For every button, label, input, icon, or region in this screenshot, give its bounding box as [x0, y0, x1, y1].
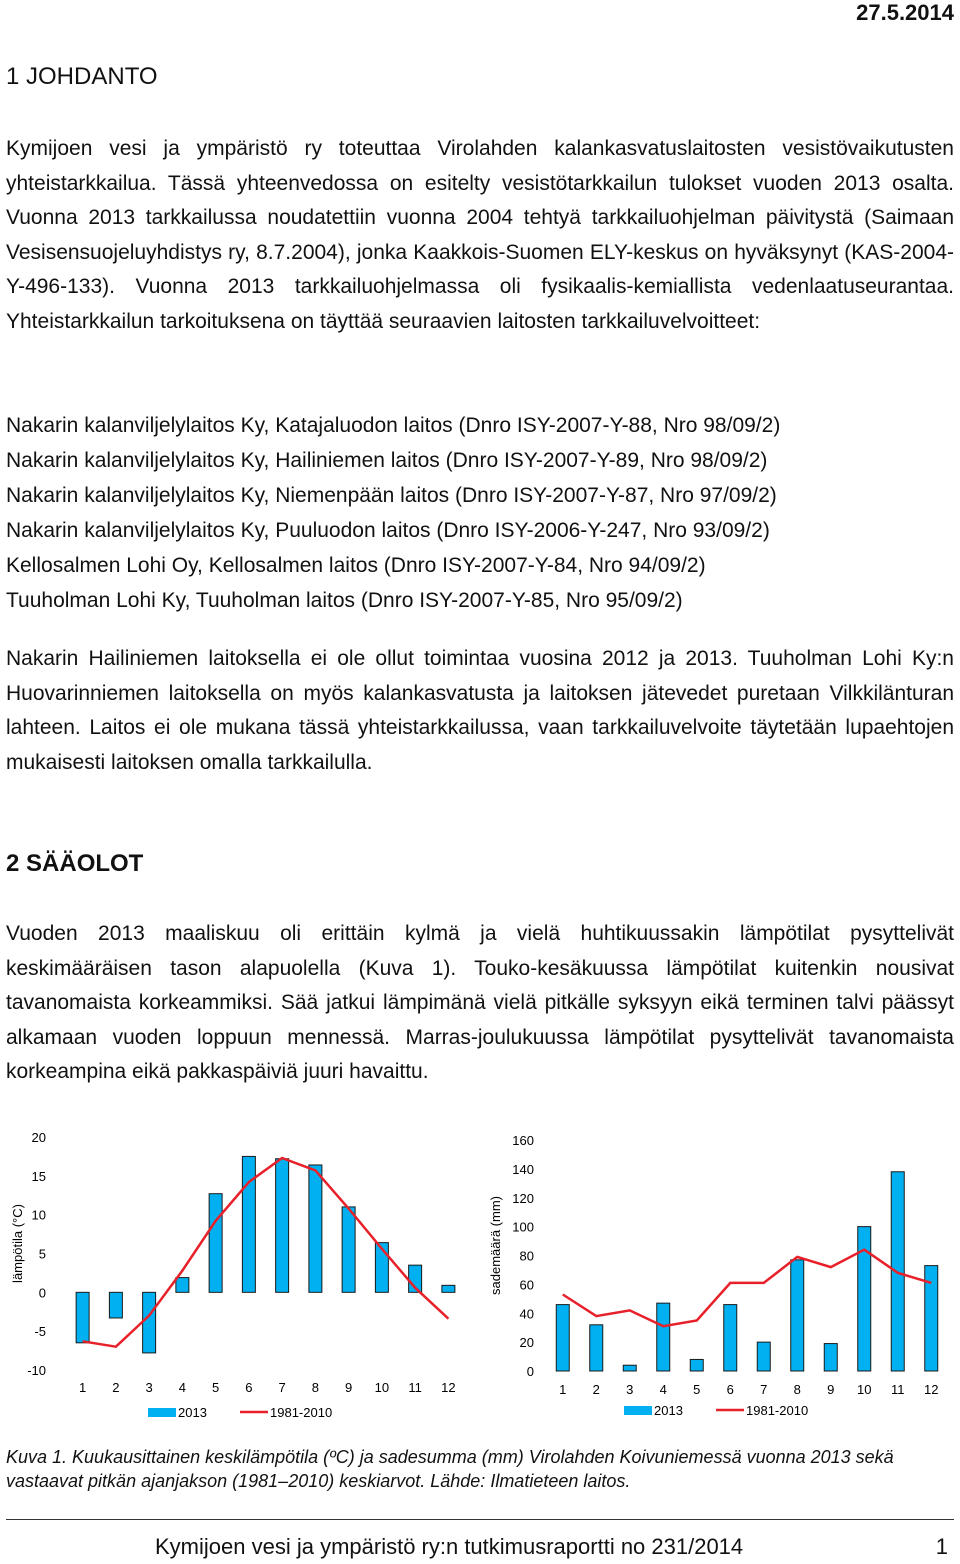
- y-tick-label: 5: [38, 1246, 46, 1262]
- x-tick-label: 12: [924, 1382, 939, 1397]
- y-tick-label: 100: [512, 1219, 534, 1235]
- x-tick-label: 6: [245, 1380, 253, 1395]
- bar: [176, 1278, 189, 1293]
- x-tick-label: 7: [760, 1382, 768, 1397]
- page-number: 1: [935, 1534, 948, 1559]
- y-axis-label: lämpötila (°C): [10, 1204, 25, 1283]
- y-tick-label: 0: [38, 1285, 46, 1301]
- y-tick-label: 10: [31, 1207, 46, 1223]
- x-tick-label: 11: [408, 1380, 422, 1395]
- y-tick-label: 60: [519, 1277, 534, 1293]
- weather-paragraph: Vuoden 2013 maaliskuu oli erittäin kylmä ja vielä huhtikuussakin lämpötilat pysyttelivät keskimääräisen tason alapuolella (Kuva 1). Touko-kesäkuussa lämpötilat kuitenkin nousivat tavanomaista korkeammiksi. Sää jatkui lämpimänä vielä pitkälle syksyyn eikä terminen talvi päässyt alkamaan vuoden loppuun mennessä. Marras-joulukuussa lämpötilat pysyttelivät tavanomaista korkeampina eikä pakkaspäiviä juuri havaittu.: [6, 922, 954, 1084]
- y-tick-label: 15: [31, 1168, 46, 1184]
- x-tick-label: 12: [441, 1380, 456, 1395]
- bar: [791, 1260, 804, 1371]
- bar: [690, 1359, 703, 1371]
- x-tick-label: 5: [212, 1380, 220, 1395]
- bar: [657, 1303, 670, 1371]
- y-tick-label: 0: [526, 1364, 534, 1379]
- report-date: 27.5.2014: [856, 0, 954, 25]
- x-tick-label: 1: [79, 1380, 87, 1395]
- y-tick-label: -10: [27, 1363, 46, 1378]
- bar: [556, 1305, 569, 1371]
- bar: [757, 1342, 770, 1371]
- bar: [109, 1292, 122, 1318]
- facility-list: [6, 408, 954, 618]
- bar: [623, 1365, 636, 1371]
- x-tick-label: 7: [278, 1380, 286, 1395]
- x-tick-label: 11: [891, 1382, 905, 1397]
- bar: [824, 1344, 837, 1371]
- legend-label: 2013: [178, 1405, 207, 1420]
- temperature-chart: [0, 1120, 470, 1430]
- series-line: [83, 1158, 449, 1347]
- bar: [590, 1325, 603, 1371]
- x-tick-label: 3: [145, 1380, 153, 1395]
- legend-label: 1981-2010: [270, 1405, 333, 1420]
- x-tick-label: 5: [693, 1382, 701, 1397]
- x-tick-label: 8: [311, 1380, 319, 1395]
- bar: [209, 1194, 222, 1293]
- facility-item: Nakarin kalanviljelylaitos Ky, Puuluodon laitos (Dnro ISY-2006-Y-247, Nro 93/09/2): [6, 519, 770, 542]
- bar: [309, 1165, 322, 1292]
- x-tick-label: 10: [374, 1380, 390, 1395]
- bar: [342, 1207, 355, 1292]
- note-paragraph: Nakarin Hailiniemen laitoksella ei ole ollut toimintaa vuosina 2012 ja 2013. Tuuholman Lohi Ky:n Huovarinniemen laitoksella on myös kalankasvatusta ja laitoksen jätevedet puretaan Vilkkilänturan lahteen. Laitos ei ole mukana tässä yhteistarkkailussa, vaan tarkkailuvelvoite täytetään lupaehtojen mukaisesti laitoksen omalla tarkkailulla.: [6, 647, 954, 774]
- x-tick-label: 10: [857, 1382, 872, 1397]
- legend-label: 1981-2010: [746, 1403, 809, 1418]
- bar: [858, 1227, 871, 1371]
- x-tick-label: 3: [626, 1382, 634, 1397]
- bar: [76, 1292, 89, 1342]
- section-heading-johdanto: 1 JOHDANTO: [6, 63, 158, 90]
- x-tick-label: 9: [345, 1380, 353, 1395]
- facility-item: Kellosalmen Lohi Oy, Kellosalmen laitos (Dnro ISY-2007-Y-84, Nro 94/09/2): [6, 554, 706, 577]
- x-tick-label: 9: [827, 1382, 835, 1397]
- facility-item: Nakarin kalanviljelylaitos Ky, Niemenpään laitos (Dnro ISY-2007-Y-87, Nro 97/09/2): [6, 484, 777, 507]
- x-tick-label: 4: [659, 1382, 667, 1397]
- series-line: [563, 1250, 932, 1327]
- x-tick-label: 6: [726, 1382, 734, 1397]
- legend-swatch-bar: [148, 1408, 176, 1417]
- x-tick-label: 2: [592, 1382, 600, 1397]
- y-tick-label: 40: [519, 1306, 534, 1322]
- intro-paragraph: Kymijoen vesi ja ympäristö ry toteuttaa Virolahden kalankasvatuslaitosten vesistövaikutusten yhteistarkkailua. Tässä yhteenvedossa on esitelty vesistötarkkailun tulokset vuoden 2013 osalta. Vuonna 2013 tarkkailussa noudatettiin vuonna 2004 tehtyä tarkkailuohjelman päivitystä (Saimaan Vesisensuojeluyhdistys ry, 8.7.2004), jonka Kaakkois-Suomen ELY-keskus on hyväksynyt (KAS-2004-Y-496-133). Vuonna 2013 tarkkailuohjelmassa oli fysikaalis-kemiallista vedenlaatuseurantaa. Yhteistarkkailun tarkoituksena on täyttää seuraavien laitosten tarkkailuvelvoitteet:: [6, 137, 954, 333]
- bar: [276, 1159, 289, 1293]
- y-tick-label: 80: [519, 1248, 534, 1264]
- section-heading-saaolot: 2 SÄÄOLOT: [6, 850, 144, 877]
- legend-label: 2013: [654, 1403, 683, 1418]
- facility-item: Nakarin kalanviljelylaitos Ky, Hailiniemen laitos (Dnro ISY-2007-Y-89, Nro 98/09/2): [6, 449, 768, 472]
- y-tick-label: 20: [519, 1335, 534, 1351]
- y-axis-label: sademäärä (mm): [488, 1196, 503, 1295]
- y-tick-label: 140: [512, 1161, 534, 1177]
- y-tick-label: -5: [34, 1324, 46, 1340]
- y-tick-label: 160: [512, 1133, 534, 1148]
- bar: [442, 1285, 455, 1292]
- footer-divider: [6, 1519, 954, 1520]
- y-tick-label: 120: [512, 1190, 534, 1206]
- figure-caption: Kuva 1. Kuukausittainen keskilämpötila (ºC) ja sadesumma (mm) Virolahden Koivuniemessä vuonna 2013 sekä vastaavat pitkän ajanjakson (1981–2010) keskiarvot. Lähde: Ilmatieteen laitos.: [6, 1447, 894, 1491]
- facility-item: Tuuholman Lohi Ky, Tuuholman laitos (Dnro ISY-2007-Y-85, Nro 95/09/2): [6, 589, 683, 612]
- y-tick-label: 20: [31, 1130, 46, 1145]
- facility-item: Nakarin kalanviljelylaitos Ky, Katajaluodon laitos (Dnro ISY-2007-Y-88, Nro 98/09/2): [6, 414, 781, 437]
- x-tick-label: 1: [559, 1382, 567, 1397]
- x-tick-label: 2: [112, 1380, 120, 1395]
- footer-text: Kymijoen vesi ja ympäristö ry:n tutkimusraportti no 231/2014: [155, 1534, 744, 1559]
- bar: [242, 1156, 255, 1292]
- x-tick-label: 8: [793, 1382, 801, 1397]
- bar: [724, 1305, 737, 1371]
- legend-swatch-bar: [624, 1406, 652, 1415]
- x-tick-label: 4: [178, 1380, 186, 1395]
- precipitation-chart: [478, 1120, 958, 1430]
- bar: [143, 1292, 156, 1353]
